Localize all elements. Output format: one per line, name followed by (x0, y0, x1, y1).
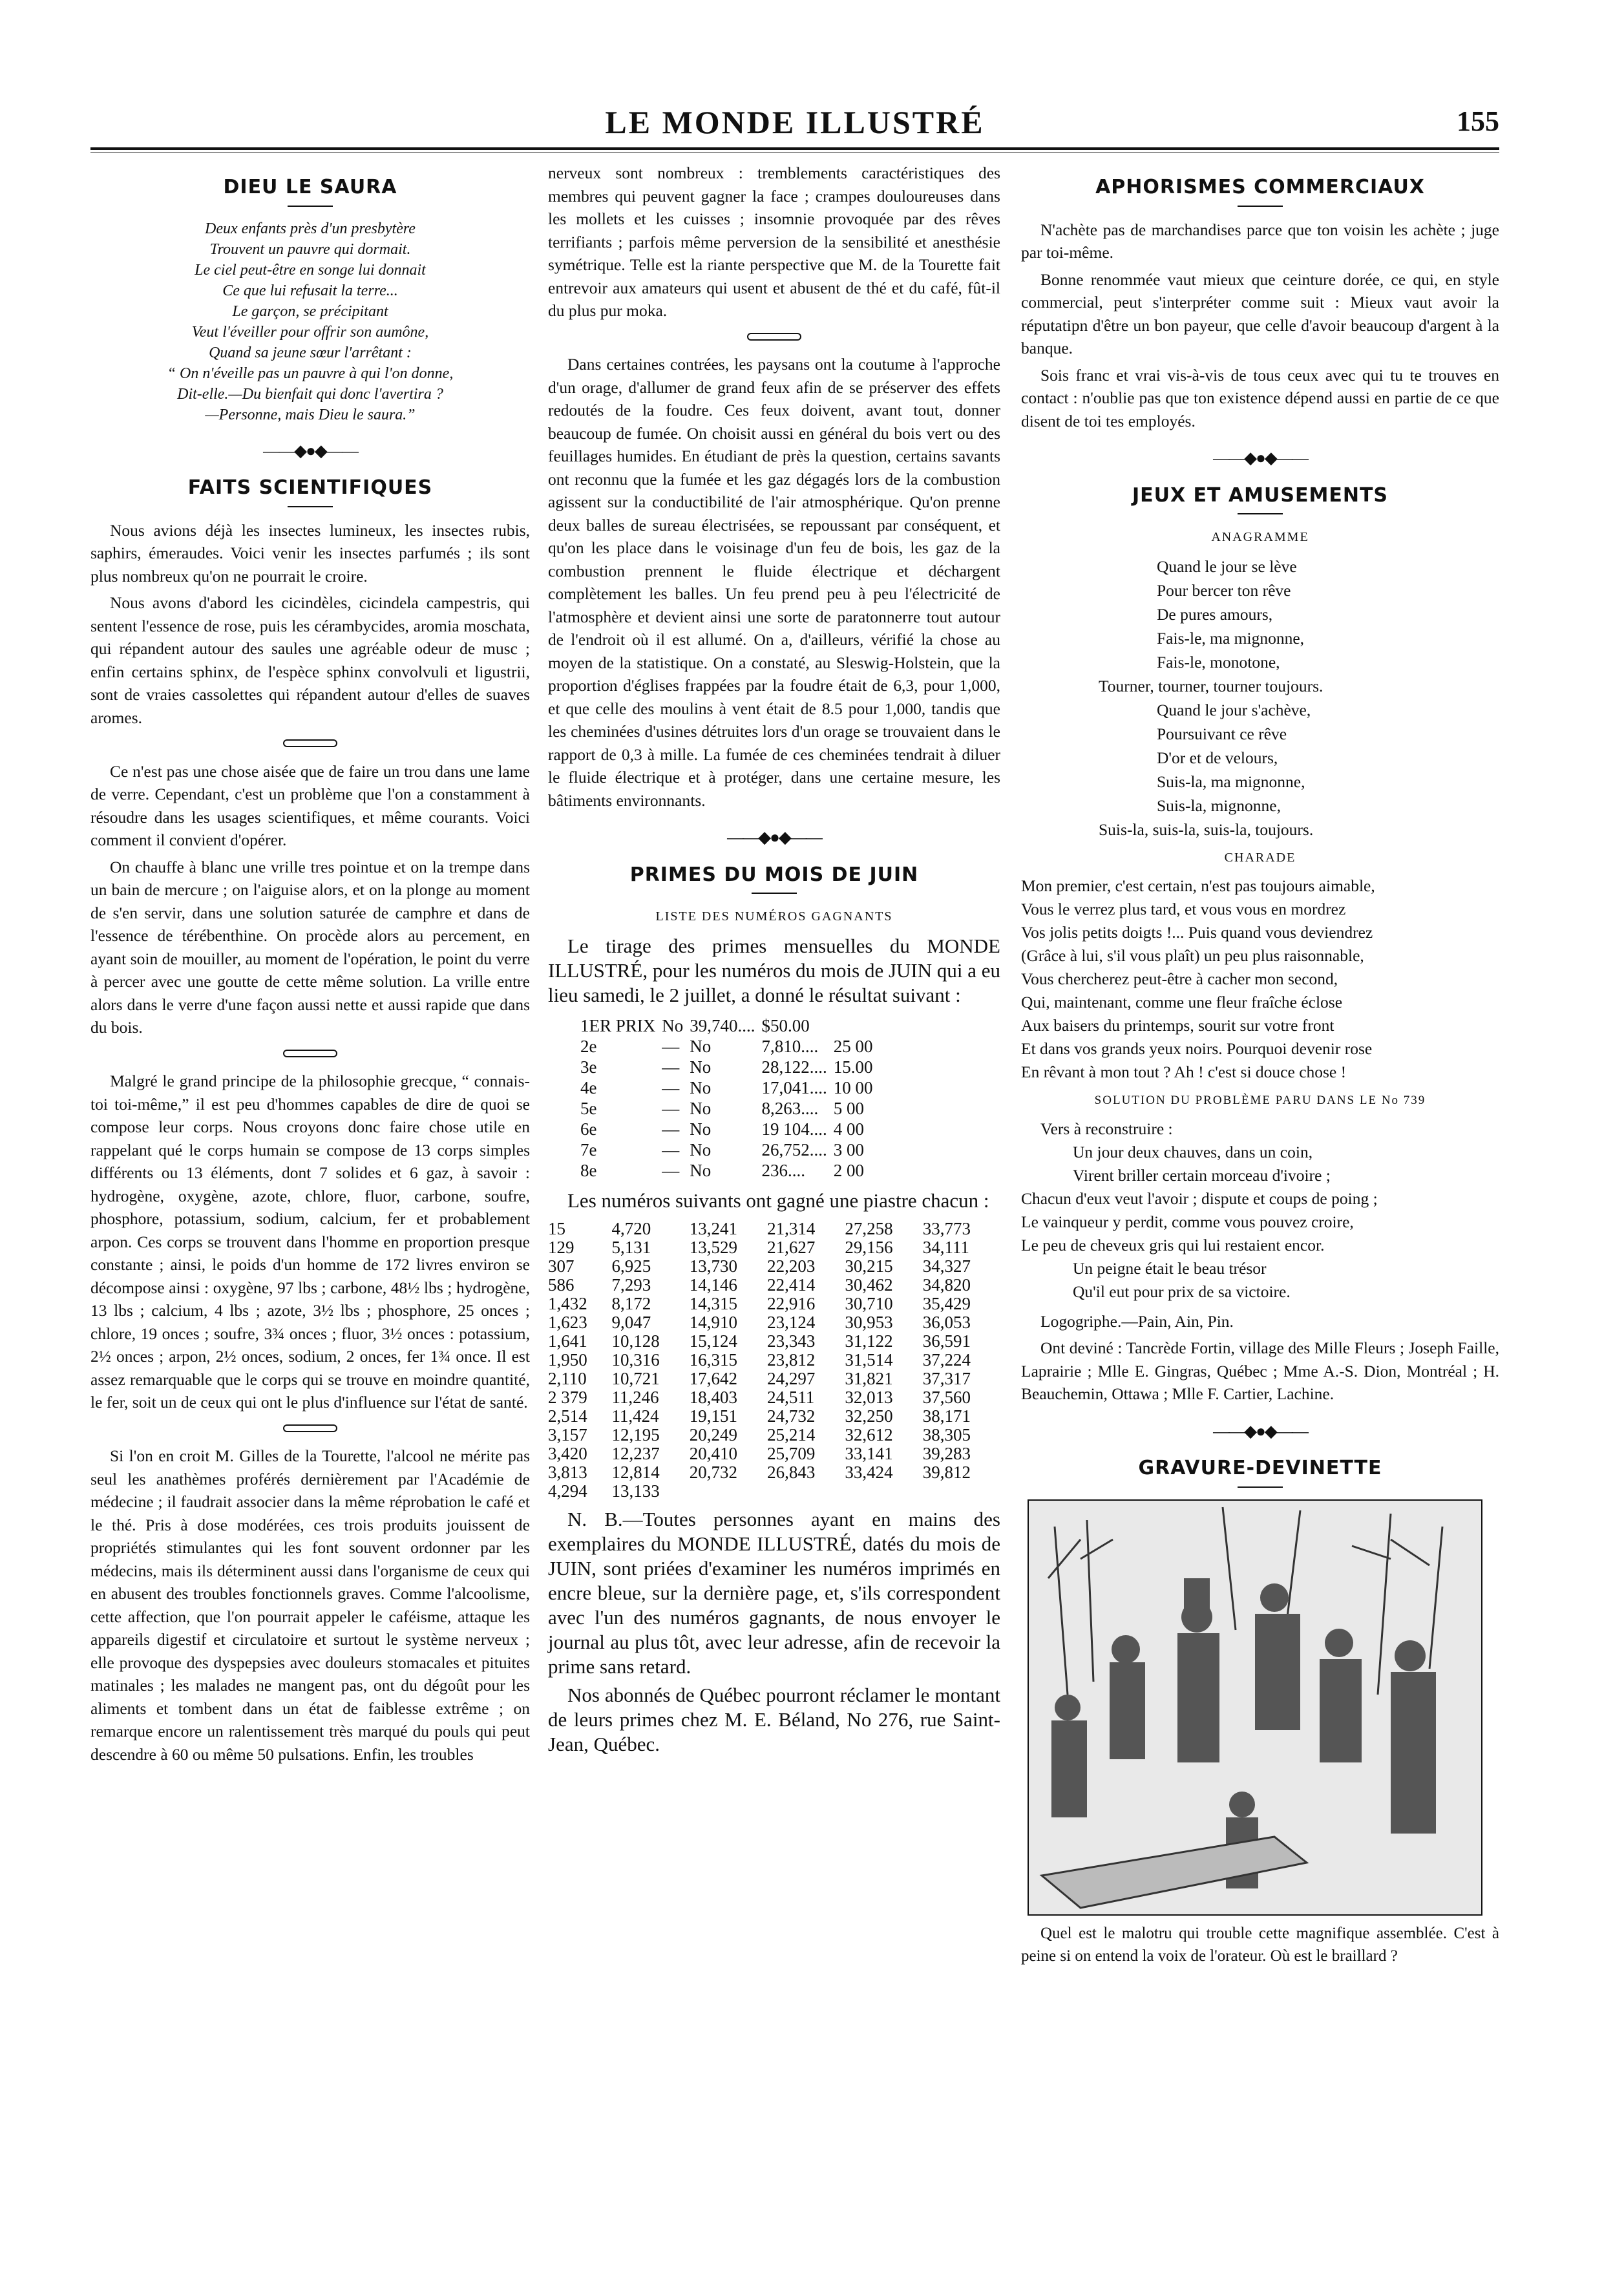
verse-line: Qui, maintenant, comme une fleur fraîche éclose (1021, 993, 1343, 1011)
paragraph: Bonne renommée vaut mieux que ceinture dorée, ce qui, en style commercial, peut s'interpréter comme suit : Mieux vaut avoir la réputatipn d'être un bon payeur, que celle d'avoir beaucoup d'argent à la banque. (1021, 270, 1499, 357)
winning-number: 20,249 (689, 1424, 737, 1444)
winning-number: 31,514 (845, 1349, 893, 1370)
verse-line: Chacun d'eux veut l'avoir ; dispute et coups de poing ; (1021, 1189, 1378, 1208)
table-row (580, 1160, 880, 1181)
table-row (548, 1313, 1000, 1332)
table-row (548, 1482, 1000, 1501)
crowd-engraving (1029, 1501, 1481, 1914)
winning-number: 37,224 (922, 1349, 971, 1370)
winning-number: 10,316 (611, 1349, 660, 1370)
winning-number: 37,560 (922, 1387, 971, 1407)
prize-amount: 15.00 (833, 1057, 873, 1077)
winning-number: 27,258 (845, 1218, 893, 1238)
winning-number: 31,122 (845, 1331, 893, 1351)
section-title-aphorismes: APHORISMES COMMERCIAUX (1095, 176, 1425, 198)
winning-number: 36,053 (922, 1312, 971, 1332)
prize-rank: 5e (580, 1098, 597, 1118)
paragraph: Dans certaines contrées, les paysans ont la coutume à l'approche d'un orage, d'allumer de grand feux afin de se préserver des effets redoutés de la foudre. Ces feux doivent, avant tout, donner beaucoup de fumée. On choisit aussi en général du bois vert ou des feuillages humides. En étudiant de près la question, certains savants ont reconnu que la fumée et les gaz dégagés lors de la combustion agissent sur la conductibilité de l'air atmosphérique. Qu'on prenne deux balles de sureau électrisées, se repoussant par conséquent, et qu'on les place dans le voisinage d'un feu de bois, les gaz de la combustion prennent le fluide électrique et déchargent complètement les balles. Un feu prend peu à peu l'électricité de l'atmosphère et devient ainsi une sorte de paratonnerre tout autour de l'endroit où il est allumé. On a, d'ailleurs, vérifié la chose au moyen de la statistique. On a constaté, au Sleswig-Holstein, que la proportion d'églises frappées par la foudre était de 6,3, pour 1,000, et que celle des moulins à vent était de 8.5 pour 1,000, tandis que les cheminées d'usines détruites lors d'un orage se trouvaient dans le rapport de 0,3 à mille. La fumée de ces cheminées tendrait à diluer le fluide électrique et à protéger, dans une certaine mesure, les bâtiments environnants. (548, 355, 1000, 810)
winning-number: 13,730 (689, 1256, 737, 1276)
winning-number: 2,514 (548, 1406, 587, 1426)
charade-verse (1021, 874, 1499, 1084)
winning-number: 2 379 (548, 1387, 587, 1407)
winning-number (923, 1482, 1000, 1501)
verse-line: D'or et de velours, (1157, 748, 1278, 767)
winning-number: 14,315 (689, 1293, 737, 1313)
engraving-image (1028, 1499, 1482, 1916)
section-title-primes: PRIMES DU MOIS DE JUIN (629, 863, 919, 886)
primes-intro: Le tirage des primes mensuelles du MONDE ILLUSTRÉ, pour les numéros du mois de JUIN qui a eu lieu samedi, le 2 juillet, a donné le résultat suivant : (548, 934, 1000, 1006)
column-3 (1021, 162, 1499, 1971)
verse-line: Poursuivant ce rêve (1157, 724, 1287, 743)
winning-number: 1,641 (548, 1331, 587, 1351)
page-number: 155 (1457, 105, 1499, 137)
winning-number: 20,732 (689, 1462, 737, 1482)
winning-number: 11,424 (611, 1406, 659, 1426)
verse-line: Vous chercherez peut-être à cacher mon second, (1021, 969, 1338, 988)
winning-number: 24,297 (767, 1368, 816, 1388)
winning-number: 12,195 (611, 1424, 660, 1444)
column-2 (548, 162, 1000, 1761)
table-row (548, 1370, 1000, 1388)
winning-number: 37,317 (922, 1368, 971, 1388)
winning-number: 12,237 (611, 1443, 660, 1463)
winning-number: 36,591 (922, 1331, 971, 1351)
engraving-caption: Quel est le malotru qui trouble cette magnifique assemblée. C'est à peine si on entend la voix de l'orateur. Où est le braillard ? (1021, 1924, 1499, 1965)
prize-number: 236.... (761, 1160, 806, 1180)
prize-amount: 3 00 (833, 1139, 865, 1159)
verse-line: (Grâce à lui, s'il vous plaît) un peu plus raisonnable, (1021, 946, 1364, 965)
paragraph: N'achète pas de marchandises parce que ton voisin les achète ; juge par toi-même. (1021, 220, 1499, 262)
table-row (548, 1238, 1000, 1257)
winning-number (767, 1482, 845, 1501)
piastre-heading: Les numéros suivants ont gagné une piastre chacun : (567, 1189, 989, 1212)
poem-line: Ce que lui refusait la terre... (222, 282, 398, 299)
devine-paragraph: Ont deviné : Tancrède Fortin, village des Mille Fleurs ; Joseph Faille, Laprairie ; Mlle E. Gingras, Québec ; Mme A.-S. Dion, Montréal ; H. Beauchemin, Ottawa ; Mlle F. Cartier, Lachine. (1021, 1338, 1499, 1403)
poem-line: Le garçon, se précipitant (232, 302, 388, 320)
section-title-faits: FAITS SCIENTIFIQUES (187, 476, 433, 499)
title-rule (288, 206, 333, 207)
verse-line: Le vainqueur y perdit, comme vous pouvez croire, (1021, 1212, 1354, 1231)
verse-line: Pour bercer ton rêve (1157, 580, 1291, 600)
poem-line: Dit-elle.—Du bienfait qui donc l'avertira ? (177, 385, 443, 403)
winning-number: 25,709 (767, 1443, 816, 1463)
prize-number: 26,752.... (761, 1139, 827, 1159)
winning-number: 35,429 (922, 1293, 971, 1313)
prize-number: 8,263.... (761, 1098, 819, 1118)
winning-number: 1,950 (548, 1349, 587, 1370)
paragraph: Malgré le grand principe de la philosophie grecque, “ connais-toi toi-même,” il est peu d'hommes capables de dire de quoi se compose leur corps. Nous croyons donc faire chose utile en rappelant qué le corps humain se compose de 13 corps simples différents ou 13 éléments, dont 7 solides et 6 gaz, à savoir : hydrogène, oxygène, azote, chlore, fluor, carbone, soufre, phosphore, potassium, sodium, calcium, fer et probablement arpon. Ces corps se trouvent dans l'homme en proportion presque constante ; ainsi, le poids d'un homme de 172 livres environ se décompose ainsi : oxygène, 97 lbs ; carbone, 48½ lbs ; hydrogène, 13 lbs ; calcium, 4 lbs ; azote, 3½ lbs ; phosphore, 25 onces ; chlore, 19 onces ; soufre, 3¾ onces ; fluor, 3½ onces : potassium, 2½ onces ; arpon, 2½ onces, sodium, 2 onces, fer 1¾ once. Il est assez remarquable que le corps qui se trouve en moindre quantité, le fer, soit un de ceux qui ont le plus d'influence sur l'état de santé. (90, 1072, 530, 1412)
winning-number: 32,013 (845, 1387, 893, 1407)
winning-number: 23,124 (767, 1312, 816, 1332)
verse-line: Quand le jour se lève (1157, 556, 1297, 576)
poem-line: Trouvent un pauvre qui dormait. (209, 240, 411, 258)
prize-dash: — (662, 1119, 680, 1139)
winning-number: 3,420 (548, 1443, 587, 1463)
solution-verse (1021, 1117, 1499, 1304)
winning-number: 38,171 (922, 1406, 971, 1426)
paragraph: Si l'on en croit M. Gilles de la Tourette, l'alcool ne mérite pas seul les anathèmes proférés dernièrement par l'Académie de médecine ; il faudrait associer dans la même réprobation le café et le thé. Pris à dose modérées, ces trois produits jouissent de propriétés stimulantes qui les font souvent ordonner par les médecins, mais ils déterminent aussi dans l'organisme de ceux qui en abusent des troubles fonctionnels graves. Comme l'alcoolisme, cette affection, que l'on pourrait appeler le caféisme, attaque les appareils digestif et circulatoire et surtout le système nerveux ; elle provoque des dyspepsies avec douleurs stomacales et pituites matinales ; les malades ne mangent pas, ont du dégoût pour les aliments et tombent dans un état de faiblesse extrême ; on remarque encore un ralentissement très marqué du pouls qui peut descendre à 60 ou même 50 pulsations. Enfin, les troubles (90, 1446, 530, 1764)
prize-number: 7,810.... (761, 1036, 819, 1056)
verse-line: En rêvant à mon tout ? Ah ! c'est si douce chose ! (1021, 1063, 1347, 1081)
prize-no: No (690, 1077, 712, 1097)
prize-rank: 3e (580, 1057, 597, 1077)
winning-number: 129 (548, 1237, 575, 1257)
winning-number: 6,925 (611, 1256, 651, 1276)
winning-number: 3,813 (548, 1462, 587, 1482)
prize-rank: 6e (580, 1119, 597, 1139)
title-rule (752, 893, 797, 894)
winning-number: 22,414 (767, 1274, 816, 1295)
winning-number: 586 (548, 1274, 575, 1295)
verse-line: Et dans vos grands yeux noirs. Pourquoi devenir rose (1021, 1039, 1373, 1058)
prize-dash: — (662, 1057, 680, 1077)
prize-no: No (690, 1036, 712, 1056)
table-row (580, 1139, 880, 1160)
winning-number: 13,241 (689, 1218, 737, 1238)
winning-number: 34,820 (922, 1274, 971, 1295)
table-row (548, 1295, 1000, 1313)
winning-number: 14,146 (689, 1274, 737, 1295)
prize-no: No (690, 1139, 712, 1159)
winning-number: 30,215 (845, 1256, 893, 1276)
verse-line: Fais-le, monotone, (1157, 652, 1280, 672)
paragraph: nerveux sont nombreux : tremblements caractéristiques des membres qui peuvent gagner la face ; crampes douloureuses dans les mollets et les cuisses ; insomnie provoquée par des rêves terrifiants ; parfois même perversion de la sensibilité et anesthésie symétrique. Telle est la riante perspective que M. de la Tourette fait entrevoir aux amateurs qui usent et abusent de thé et du café, fût-il du plus pur moka. (548, 164, 1000, 320)
charade-label: CHARADE (1224, 850, 1296, 865)
prize-amount: 4 00 (833, 1119, 865, 1139)
prize-amount: 5 00 (833, 1098, 865, 1118)
verse-line: Quand le jour s'achève, (1157, 700, 1311, 719)
winning-number: 23,343 (767, 1331, 816, 1351)
winning-number: 7,293 (611, 1274, 651, 1295)
winning-number (845, 1482, 922, 1501)
newspaper-title: LE MONDE ILLUSTRÉ (605, 104, 985, 140)
winning-number: 4,294 (548, 1481, 587, 1501)
prize-rank: 7e (580, 1139, 597, 1159)
winning-number: 4,720 (611, 1218, 651, 1238)
pill-ornament (90, 1043, 530, 1070)
verse-line: Suis-la, ma mignonne, (1157, 772, 1305, 791)
logogriphe: Logogriphe.—Pain, Ain, Pin. (1040, 1311, 1234, 1331)
winning-number: 10,128 (611, 1331, 660, 1351)
winning-number: 21,314 (767, 1218, 816, 1238)
winning-number: 33,141 (845, 1443, 893, 1463)
prize-no: No (662, 1015, 684, 1035)
anagram-verse (1021, 555, 1499, 841)
verse-line: Mon premier, c'est certain, n'est pas toujours aimable, (1021, 876, 1375, 895)
verse-line: Vos jolis petits doigts !... Puis quand vous deviendrez (1021, 923, 1373, 942)
paragraph: Sois franc et vrai vis-à-vis de tous ceux avec qui tu te trouves en contact : n'oublie pas que ton existence dépend aussi en partie de ce que disent de toi tes employés. (1021, 365, 1499, 430)
prize-amount: 2 00 (833, 1160, 865, 1180)
winning-number: 19,151 (689, 1406, 737, 1426)
winning-number: 24,732 (767, 1406, 816, 1426)
winning-number: 30,462 (845, 1274, 893, 1295)
winning-number: 21,627 (767, 1237, 816, 1257)
winning-number: 30,710 (845, 1293, 893, 1313)
table-row (580, 1077, 880, 1098)
nb-paragraph: N. B.—Toutes personnes ayant en mains des exemplaires du MONDE ILLUSTRÉ, datés du mois de JUIN, sont priées d'examiner les numéros imprimés en encre bleue, sur la dernière page, et, s'ils correspondent avec l'un des numéros gagnants, de nous envoyer le journal au plus tôt, avec leur adresse, afin de recevoir la prime sans retard. (548, 1507, 1000, 1678)
winning-number: 30,953 (845, 1312, 893, 1332)
winning-number: 33,773 (922, 1218, 971, 1238)
prize-no: No (690, 1119, 712, 1139)
verse-line: Un jour deux chauves, dans un coin, (1073, 1142, 1313, 1161)
anagramme-label: ANAGRAMME (1211, 530, 1309, 544)
winning-number: 33,424 (845, 1462, 893, 1482)
prize-number: 28,122.... (761, 1057, 827, 1077)
table-row (580, 1057, 880, 1077)
winning-number: 31,821 (845, 1368, 893, 1388)
table-row (548, 1257, 1000, 1276)
verse-line: Fais-le, ma mignonne, (1157, 628, 1305, 648)
winning-number: 34,111 (922, 1237, 969, 1257)
masthead-rule-thick (90, 147, 1499, 150)
winning-number: 3,157 (548, 1424, 587, 1444)
verse-line: Le peu de cheveux gris qui lui restaient encor. (1021, 1235, 1325, 1254)
winning-number: 25,214 (767, 1424, 816, 1444)
winning-number: 5,131 (611, 1237, 651, 1257)
verse-line: Suis-la, mignonne, (1157, 796, 1281, 815)
masthead (90, 103, 1499, 142)
table-row (548, 1463, 1000, 1482)
winning-number: 16,315 (689, 1349, 737, 1370)
winning-number: 18,403 (689, 1387, 737, 1407)
winning-number: 34,327 (922, 1256, 971, 1276)
winning-number: 32,612 (845, 1424, 893, 1444)
table-row (580, 1015, 880, 1036)
winning-number: 1,432 (548, 1293, 587, 1313)
quebec-paragraph: Nos abonnés de Québec pourront réclamer le montant de leurs primes chez M. E. Béland, No 276, rue Saint-Jean, Québec. (548, 1683, 1000, 1755)
prize-no: No (690, 1160, 712, 1180)
paragraph: Ce n'est pas une chose aisée que de faire un trou dans une lame de verre. Cependant, c'est un problème que l'on a constamment à résoudre dans les usages scientifiques, et même courants. Voici comment il convient d'opérer. (90, 761, 530, 849)
title-rule (288, 506, 333, 507)
winning-number: 8,172 (611, 1293, 651, 1313)
winning-number: 14,910 (689, 1312, 737, 1332)
prize-number: 19 104.... (761, 1119, 827, 1139)
winning-number: 11,246 (611, 1387, 659, 1407)
section-title-jeux: JEUX ET AMUSEMENTS (1132, 483, 1389, 507)
winning-number: 32,250 (845, 1406, 893, 1426)
table-row (580, 1119, 880, 1139)
title-rule (1238, 206, 1283, 207)
prize-amount: $50.00 (761, 1015, 810, 1035)
table-row (548, 1276, 1000, 1295)
winning-numbers-table (548, 1220, 1000, 1501)
verse-line: Virent briller certain morceau d'ivoire ; (1073, 1165, 1331, 1185)
verse-line: Aux baisers du printemps, sourit sur votre front (1021, 1016, 1334, 1035)
prize-rank: 8e (580, 1160, 597, 1180)
winning-number: 22,203 (767, 1256, 816, 1276)
prize-no: No (690, 1098, 712, 1118)
prize-number: 39,740.... (690, 1015, 755, 1035)
prize-dash: — (662, 1098, 680, 1118)
winning-number: 20,410 (689, 1443, 737, 1463)
pill-ornament (90, 733, 530, 760)
table-row (548, 1407, 1000, 1426)
verse-line: De pures amours, (1157, 604, 1273, 624)
section-title-gravure: GRAVURE-DEVINETTE (1138, 1457, 1382, 1479)
winning-number: 17,642 (689, 1368, 737, 1388)
poem-line: Le ciel peut-être en songe lui donnait (195, 261, 426, 279)
poem-line: “ On n'éveille pas un pauvre à qui l'on donne, (167, 365, 454, 382)
table-row (548, 1388, 1000, 1407)
ornament-divider: ——◆●◆—— (263, 441, 357, 460)
prize-rank: 1ER PRIX (580, 1015, 656, 1035)
verse-line: Suis-la, suis-la, suis-la, toujours. (1099, 820, 1314, 839)
poem-title: DIEU LE SAURA (223, 176, 397, 198)
winning-number: 10,721 (611, 1368, 660, 1388)
verse-line: Tourner, tourner, tourner toujours. (1099, 676, 1323, 695)
list-subtitle: LISTE DES NUMÉROS GAGNANTS (655, 909, 893, 924)
ornament-divider: ——◆●◆—— (1213, 449, 1307, 467)
winning-number: 9,047 (611, 1312, 651, 1332)
winning-number: 24,511 (767, 1387, 815, 1407)
verse-line: Qu'il eut pour prix de sa victoire. (1073, 1282, 1291, 1301)
prize-amount: 10 00 (833, 1077, 873, 1097)
poem-line: Deux enfants près d'un presbytère (205, 220, 416, 237)
winning-number: 15,124 (689, 1331, 737, 1351)
prize-dash: — (662, 1036, 680, 1056)
table-row (548, 1351, 1000, 1370)
winning-number: 307 (548, 1256, 575, 1276)
title-rule (1238, 513, 1283, 514)
ornament-divider: ——◆●◆—— (727, 828, 821, 847)
paragraph: Nous avons d'abord les cicindèles, cicindela campestris, qui sentent l'essence de rose, puis les cérambycides, aromia moschata, qui répandent autour des saules une agréable odeur de musc ; enfin certains sphinx, de l'espèce sphinx convolvuli et ligustrii, sont de vraies cassolettes qui répandent autour d'elles de suaves aromes. (90, 593, 530, 727)
winning-number: 1,623 (548, 1312, 587, 1332)
winning-number: 29,156 (845, 1237, 893, 1257)
winning-number: 26,843 (767, 1462, 816, 1482)
prize-table (580, 1015, 880, 1181)
winning-number: 12,814 (611, 1462, 660, 1482)
table-row (548, 1444, 1000, 1463)
poem-line: —Personne, mais Dieu le saura.” (205, 406, 416, 423)
prize-rank: 2e (580, 1036, 597, 1056)
prize-dash: — (662, 1077, 680, 1097)
table-row (548, 1426, 1000, 1444)
poem-line: Quand sa jeune sœur l'arrêtant : (209, 344, 412, 361)
winning-number: 22,916 (767, 1293, 816, 1313)
paragraph: On chauffe à blanc une vrille tres pointue et on la trempe dans un bain de mercure ; on l'aiguise alors, et on la plonge au moment de s'en servir, dans une solution saturée de camphre et dans de l'essence de térébenthine. On procède alors au percement, en ayant soin de mouiller, au moment de l'opération, le point du verre à percer avec une goutte de cette même solution. La vrille entre alors dans le verre d'une façon aussi nette et aussi rapide que dans du bois. (90, 857, 530, 1037)
ornament-divider: ——◆●◆—— (1213, 1421, 1307, 1441)
prize-no: No (690, 1057, 712, 1077)
verse-line: Un peigne était le beau trésor (1073, 1258, 1267, 1278)
pill-ornament (90, 1418, 530, 1445)
winning-number: 39,812 (922, 1462, 971, 1482)
prize-dash: — (662, 1160, 680, 1180)
column-1 (90, 162, 530, 1770)
winning-number: 23,812 (767, 1349, 816, 1370)
table-row (548, 1332, 1000, 1351)
winning-number: 15 (548, 1218, 565, 1238)
verse-line: Vous le verrez plus tard, et vous vous en mordrez (1021, 900, 1346, 918)
winning-number: 39,283 (922, 1443, 971, 1463)
poem-line: Veut l'éveiller pour offrir son aumône, (191, 323, 429, 341)
solution-title: SOLUTION DU PROBLÈME PARU DANS LE No 739 (1094, 1094, 1426, 1107)
verse-line: Vers à reconstruire : (1040, 1119, 1173, 1138)
winning-number (690, 1482, 767, 1501)
paragraph: Nous avions déjà les insectes lumineux, les insectes rubis, saphirs, émeraudes. Voici venir les insectes parfumés ; ils sont plus nombreux qu'on ne pourrait le croire. (90, 520, 530, 586)
poem (90, 218, 530, 425)
table-row (580, 1036, 880, 1057)
table-row (548, 1220, 1000, 1238)
title-rule (1238, 1486, 1283, 1488)
winning-number: 2,110 (548, 1368, 587, 1388)
prize-dash: — (662, 1139, 680, 1159)
prize-amount: 25 00 (833, 1036, 873, 1056)
winning-number: 38,305 (922, 1424, 971, 1444)
winning-number: 13,529 (689, 1237, 737, 1257)
winning-number: 13,133 (611, 1481, 660, 1501)
prize-rank: 4e (580, 1077, 597, 1097)
pill-ornament (548, 326, 1000, 354)
table-row (580, 1098, 880, 1119)
prize-number: 17,041.... (761, 1077, 827, 1097)
